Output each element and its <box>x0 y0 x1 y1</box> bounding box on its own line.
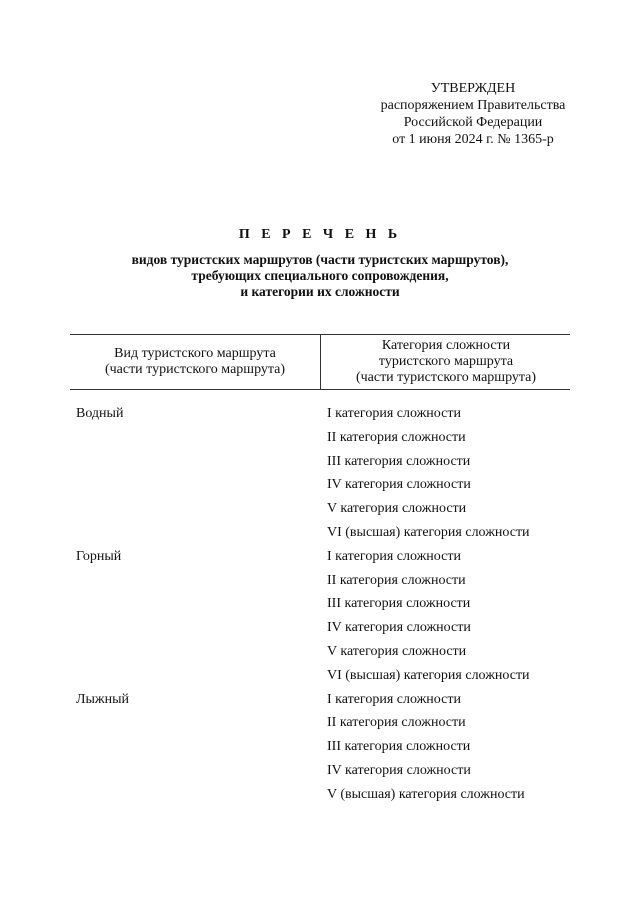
table-row <box>70 473 570 497</box>
header-difficulty-line-3: (части туристского маршрута) <box>355 370 537 385</box>
approval-line-date: от 1 июня 2024 г. № 1365-р <box>392 132 554 147</box>
approval-stamp <box>348 80 598 148</box>
header-difficulty-line-2: туристского маршрута <box>378 354 514 369</box>
table-row <box>70 783 570 807</box>
difficulty-category-cell: II категория сложности <box>327 429 466 445</box>
table-row <box>70 759 570 783</box>
route-type-cell: Горный <box>76 548 122 564</box>
difficulty-category-cell: V (высшая) категория сложности <box>327 786 525 802</box>
table-row <box>70 640 570 664</box>
difficulty-category-cell: III категория сложности <box>327 596 471 612</box>
title-subtitle-line-1: видов туристских маршрутов (части туристских маршрутов), <box>131 252 509 267</box>
difficulty-category-cell: IV категория сложности <box>327 477 471 493</box>
difficulty-category-cell: III категория сложности <box>327 739 471 755</box>
approval-line-order: распоряжением Правительства <box>380 98 566 113</box>
difficulty-category-cell: V категория сложности <box>327 643 467 659</box>
header-route-type-line-1: Вид туристского маршрута <box>114 346 276 361</box>
difficulty-category-cell: II категория сложности <box>327 572 466 588</box>
title-heading: П Е Р Е Ч Е Н Ь <box>238 227 402 242</box>
table-row <box>70 426 570 450</box>
table-header <box>70 334 570 390</box>
difficulty-category-cell: III категория сложности <box>327 453 471 469</box>
table-row <box>70 450 570 474</box>
document-title <box>70 226 570 300</box>
difficulty-category-cell: IV категория сложности <box>327 620 471 636</box>
header-route-type <box>70 335 320 389</box>
difficulty-category-cell: II категория сложности <box>327 715 466 731</box>
table-row <box>70 688 570 712</box>
table-row <box>70 616 570 640</box>
difficulty-category-cell: I категория сложности <box>327 406 461 421</box>
table-row <box>70 497 570 521</box>
table-row <box>70 545 570 569</box>
difficulty-category-cell: I категория сложности <box>327 548 461 564</box>
header-difficulty-line-1: Категория сложности <box>381 338 511 353</box>
table-row <box>70 711 570 735</box>
difficulty-category-cell: I категория сложности <box>327 691 461 707</box>
header-difficulty-category <box>320 335 571 389</box>
approval-line-government: Российской Федерации <box>403 115 543 130</box>
header-route-type-line-2: (части туристского маршрута) <box>104 362 286 377</box>
table-row <box>70 569 570 593</box>
difficulty-category-cell: VI (высшая) категория сложности <box>327 667 530 683</box>
table-row <box>70 402 570 426</box>
difficulty-category-cell: VI (высшая) категория сложности <box>327 524 530 540</box>
title-subtitle-line-3: и категории их сложности <box>240 284 400 299</box>
route-type-cell: Водный <box>76 406 124 421</box>
difficulty-category-cell: V категория сложности <box>327 501 467 517</box>
title-subtitle-line-2: требующих специального сопровождения, <box>191 268 449 283</box>
table-body <box>70 402 570 807</box>
table-row <box>70 735 570 759</box>
route-type-cell: Лыжный <box>76 691 129 707</box>
table-row <box>70 592 570 616</box>
table-row <box>70 664 570 688</box>
difficulty-category-cell: IV категория сложности <box>327 762 471 778</box>
table-row <box>70 521 570 545</box>
approval-title: УТВЕРЖДЕН <box>430 81 516 96</box>
